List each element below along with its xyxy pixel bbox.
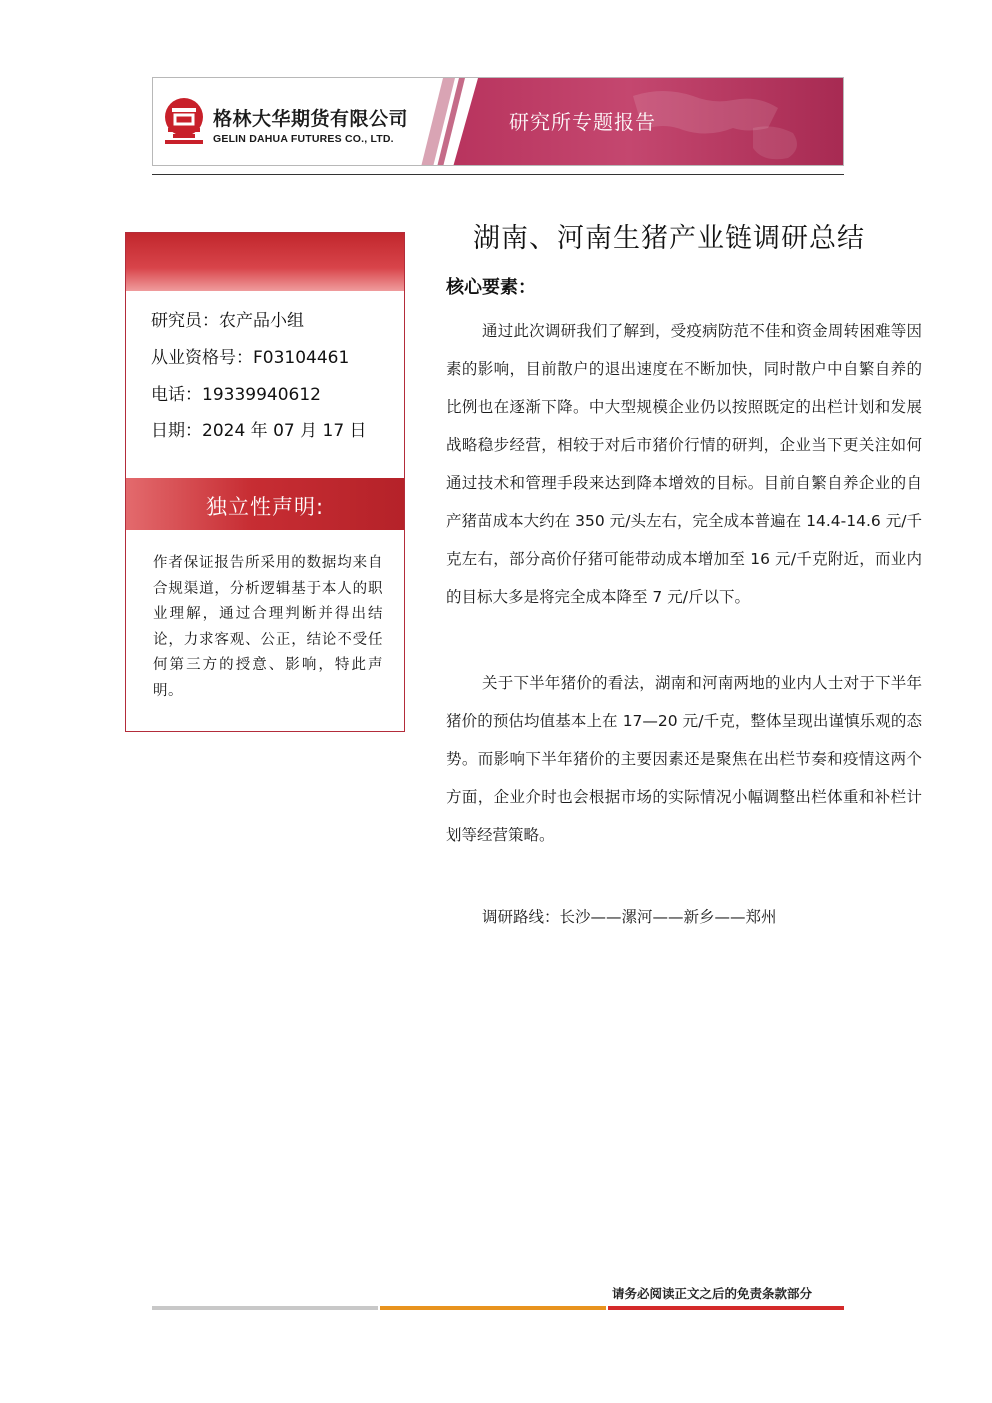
report-type-label: 研究所专题报告 [509,110,656,134]
section-heading: 核心要素： [446,277,536,298]
footer-line-gray [152,1306,378,1310]
header-divider [152,174,844,175]
date-line: 日期：2024 年 07 月 17 日 [151,421,367,441]
footer-line-red [608,1306,844,1310]
report-header [152,77,844,166]
declaration-banner [126,478,404,530]
researcher-line: 研究员：农产品小组 [151,311,304,331]
footer-line-orange [380,1306,606,1310]
phone-line: 电话：19339940612 [151,385,321,405]
company-name-cn: 格林大华期货有限公司 [213,108,409,130]
declaration-text: 作者保证报告所采用的数据均来自合规渠道，分析逻辑基于本人的职业理解，通过合理判断并得出结论，力求客观、公正，结论不受任何第三方的授意、影响，特此声明。 [153,555,383,699]
body-paragraph: 通过此次调研我们了解到，受疫病防范不佳和资金周转困难等因素的影响，目前散户的退出速度在不断加快，同时散户中自繁自养的比例也在逐渐下降。中大型规模企业仍以按照既定的出栏计划和发展战略稳步经营，相较于对后市猪价行情的研判，企业当下更关注如何通过技术和管理手段来达到降本增效的目标。目前自繁自养企业的自产猪苗成本大约在 350 元/头左右，完全成本普遍在 14.4-14.6 元/千克左右，部分高价仔猪可能带动成本增加至 16 元/千克附近，而业内的目标大多是将完全成本降至 7 元/斤以下。 [446,322,922,606]
disclaimer-note: 请务必阅读正文之后的免责条款部分 [612,1286,813,1301]
author-info-box [125,232,405,732]
research-route: 调研路线：长沙——漯河——新乡——郑州 [482,908,777,926]
license-line: 从业资格号：F03104461 [151,348,350,368]
info-box-banner [126,233,404,291]
company-logo-icon [163,96,205,148]
body-paragraph: 关于下半年猪价的看法，湖南和河南两地的业内人士对于下半年猪价的预估均值基本上在 17—20 元/千克，整体呈现出谨慎乐观的态势。而影响下半年猪价的主要因素还是聚焦在出栏节奏和疫情这两个方面，企业介时也会根据市场的实际情况小幅调整出栏体重和补栏计划等经营策略。 [446,674,922,844]
report-title: 湖南、河南生猪产业链调研总结 [473,223,865,254]
declaration-title: 独立性声明: [205,495,325,519]
company-name-en: GELIN DAHUA FUTURES CO., LTD. [213,133,394,145]
